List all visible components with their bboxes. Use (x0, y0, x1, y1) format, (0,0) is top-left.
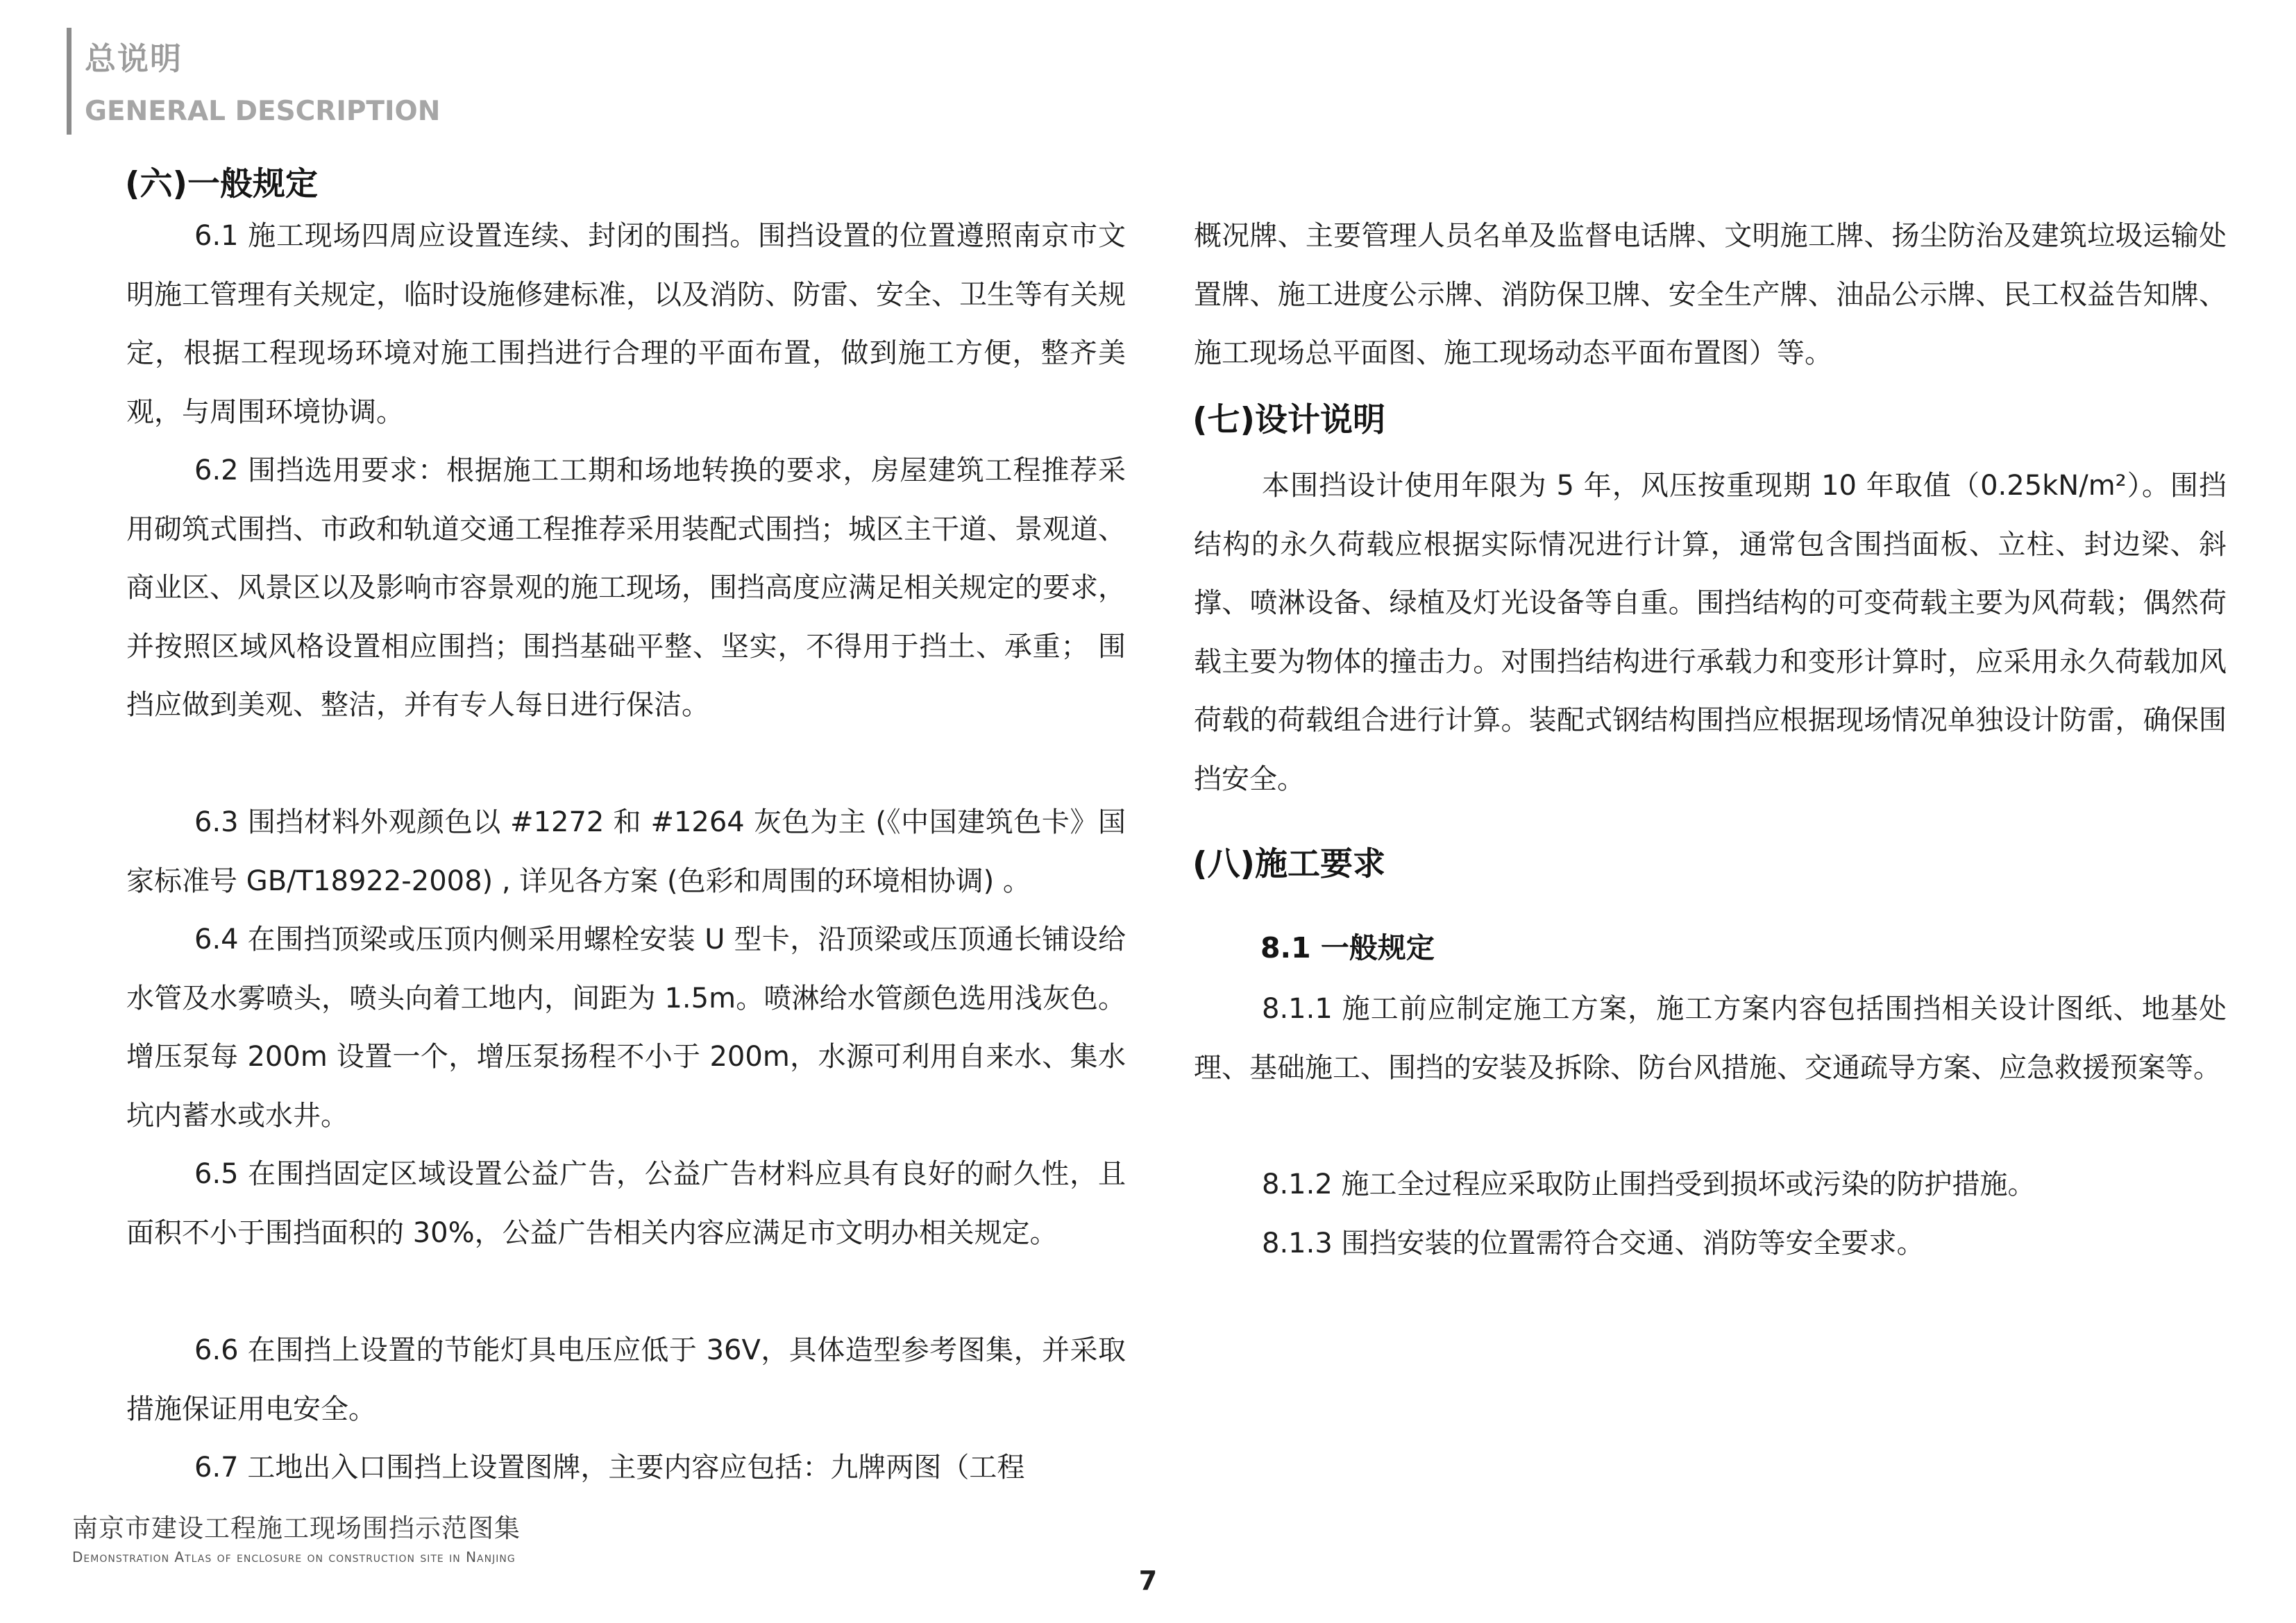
paragraph-8-1-1: 8.1.1 施工前应制定施工方案，施工方案内容包括围挡相关设计图纸、地基处理、基础施工、围挡的安装及拆除、防台风措施、交通疏导方案、应急救援预案等。 (1194, 993, 2227, 1084)
subsection-8-1-title: 8.1 一般规定 (1260, 931, 1435, 965)
paragraph-6-1: 6.1 施工现场四周应设置连续、封闭的围挡。围挡设置的位置遵照南京市文明施工管理有关规定，临时设施修建标准，以及消防、防雷、安全、卫生等有关规定，根据工程现场环境对施工围挡进行合理的平面布置，做到施工方便，整齐美观，与周围环境协调。 (126, 220, 1126, 428)
paragraph-6-2: 6.2 围挡选用要求：根据施工工期和场地转换的要求，房屋建筑工程推荐采用砌筑式围挡、市政和轨道交通工程推荐采用装配式围挡；城区主干道、景观道、商业区、风景区以及影响市容景观的施工现场，围挡高度应满足相关规定的要求，并按照区域风格设置相应围挡；围挡基础平整、坚实，不得用于挡土、承重； 围挡应做到美观、整洁，并有专人每日进行保洁。 (126, 454, 1126, 721)
paragraph-6-7-continued: 概况牌、主要管理人员名单及监督电话牌、文明施工牌、扬尘防治及建筑垃圾运输处置牌、施工进度公示牌、消防保卫牌、安全生产牌、油品公示牌、民工权益告知牌、施工现场总平面图、施工现场动态平面布置图）等。 (1194, 220, 2227, 369)
section-8-title: (八)施工要求 (1192, 845, 1385, 883)
paragraph-8-1-3: 8.1.3 围挡安装的位置需符合交通、消防等安全要求。 (1262, 1227, 1925, 1259)
section-7-title: (七)设计说明 (1192, 401, 1385, 439)
paragraph-7: 本围挡设计使用年限为 5 年，风压按重现期 10 年取值（0.25kN/m²）。围挡结构的永久荷载应根据实际情况进行计算，通常包含围挡面板、立柱、封边梁、斜撑、喷淋设备、绿植及灯光设备等自重。围挡结构的可变荷载主要为风荷载；偶然荷载主要为物体的撞击力。对围挡结构进行承载力和变形计算时，应采用永久荷载加风荷载的荷载组合进行计算。装配式钢结构围挡应根据现场情况单独设计防雷，确保围挡安全。 (1194, 470, 2227, 795)
paragraph-6-4: 6.4 在围挡顶梁或压顶内侧采用螺栓安装 U 型卡，沿顶梁或压顶通长铺设给水管及水雾喷头，喷头向着工地内，间距为 1.5m。喷淋给水管颜色选用浅灰色。增压泵每 200m 设置一个，增压泵扬程不小于 200m，水源可利用自来水、集水坑内蓄水或水井。 (126, 924, 1126, 1132)
footer-book-title: 南京市建设工程施工现场围挡示范图集 (72, 1513, 521, 1543)
paragraph-6-6: 6.6 在围挡上设置的节能灯具电压应低于 36V，具体造型参考图集，并采取措施保证用电安全。 (126, 1334, 1126, 1425)
paragraph-6-5: 6.5 在围挡固定区域设置公益广告，公益广告材料应具有良好的耐久性，且面积不小于围挡面积的 30%，公益广告相关内容应满足市文明办相关规定。 (126, 1158, 1126, 1249)
paragraph-6-7-start: 6.7 工地出入口围挡上设置图牌，主要内容应包括：九牌两图（工程 (194, 1452, 1025, 1484)
paragraph-6-3: 6.3 围挡材料外观颜色以 #1272 和 #1264 灰色为主 (《中国建筑色卡》国家标准号 GB/T18922-2008) , 详见各方案 (色彩和周围的环境相协调) 。 (126, 806, 1126, 897)
page-header-title: 总说明 (85, 40, 183, 77)
section-6-title: (六)一般规定 (125, 165, 318, 203)
header-accent-bar (67, 28, 71, 135)
paragraph-8-1-2: 8.1.2 施工全过程应采取防止围挡受到损坏或污染的防护措施。 (1262, 1169, 2036, 1200)
page-number: 7 (1138, 1565, 1158, 1596)
footer-book-subtitle: Demonstration Atlas of enclosure on construction site in Nanjing (72, 1549, 516, 1565)
page-header-subtitle: GENERAL DESCRIPTION (85, 96, 441, 127)
